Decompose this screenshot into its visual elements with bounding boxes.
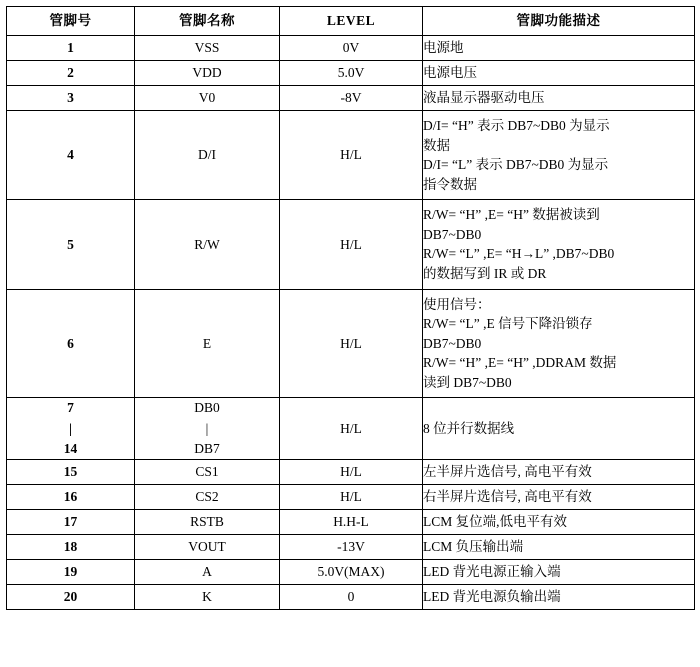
description-line: 左半屏片选信号, 高电平有效 xyxy=(423,464,592,480)
table-header xyxy=(7,7,695,36)
pin-name: E xyxy=(135,289,280,398)
pin-number: 15 xyxy=(7,460,135,485)
table-row xyxy=(7,560,695,585)
pin-number: 5 xyxy=(7,200,135,289)
pin-description xyxy=(423,200,695,289)
column-header-pin-number: 管脚号 xyxy=(7,7,135,36)
pin-name: CS1 xyxy=(135,460,280,485)
pin-description xyxy=(423,86,695,111)
pin-number: 18 xyxy=(7,535,135,560)
pin-level: H.H-L xyxy=(280,510,423,535)
description-line: 电源电压 xyxy=(423,65,477,81)
pin-level: H/L xyxy=(280,289,423,398)
table-row xyxy=(7,36,695,61)
pin-level: H/L xyxy=(280,111,423,200)
description-line: R/W= “H” ,E= “H” 数据被读到 xyxy=(423,207,600,223)
pin-number-separator: | xyxy=(69,420,72,436)
description-line: 的数据写到 IR 或 DR xyxy=(423,265,547,281)
pin-number: 19 xyxy=(7,560,135,585)
table-header-row xyxy=(7,7,695,36)
description-line: LED 背光电源正输入端 xyxy=(423,564,561,580)
pin-name: VDD xyxy=(135,61,280,86)
description-line: D/I= “L” 表示 DB7~DB0 为显示 xyxy=(423,157,609,173)
pin-number-start: 7 xyxy=(67,400,74,416)
table-row xyxy=(7,460,695,485)
pin-level: 5.0V xyxy=(280,61,423,86)
pin-name: RSTB xyxy=(135,510,280,535)
pin-number: 6 xyxy=(7,289,135,398)
description-line: R/W= “L” ,E 信号下降沿锁存 xyxy=(423,316,593,332)
pin-level: H/L xyxy=(280,398,423,460)
pin-name: R/W xyxy=(135,200,280,289)
pin-level: -8V xyxy=(280,86,423,111)
pin-name-separator: | xyxy=(205,420,209,436)
table-row xyxy=(7,200,695,289)
pin-number: 16 xyxy=(7,485,135,510)
pin-name: VOUT xyxy=(135,535,280,560)
table-row xyxy=(7,535,695,560)
pin-number: 17 xyxy=(7,510,135,535)
pin-level: 0 xyxy=(280,585,423,610)
description-line: DB7~DB0 xyxy=(423,226,482,242)
pin-name: CS2 xyxy=(135,485,280,510)
table-row xyxy=(7,510,695,535)
column-header-level: LEVEL xyxy=(280,7,423,36)
pin-name-start: DB0 xyxy=(194,400,220,416)
table-row xyxy=(7,86,695,111)
description-line: 使用信号： xyxy=(423,296,491,312)
table-row xyxy=(7,398,695,460)
description-line: D/I= “H” 表示 DB7~DB0 为显示 xyxy=(423,118,610,133)
pin-level: H/L xyxy=(280,460,423,485)
description-line: 指令数据 xyxy=(423,176,477,192)
description-line: DB7~DB0 xyxy=(423,335,482,351)
pin-number-end: 14 xyxy=(63,440,78,456)
pin-description-table xyxy=(6,6,695,610)
pin-number: 4 xyxy=(7,111,135,200)
description-line: 电源地 xyxy=(423,40,464,56)
pin-name: V0 xyxy=(135,86,280,111)
pin-number: 3 xyxy=(7,86,135,111)
description-line: LCM 负压输出端 xyxy=(423,539,524,555)
pin-number: 1 xyxy=(7,36,135,61)
pin-description xyxy=(423,398,695,460)
pin-number: 20 xyxy=(7,585,135,610)
pin-level: H/L xyxy=(280,485,423,510)
description-line: 8 位并行数据线 xyxy=(423,420,515,436)
description-line: LED 背光电源负输出端 xyxy=(423,589,561,605)
pin-description xyxy=(423,535,695,560)
description-line: R/W= “L” ,E= “H→L” ,DB7~DB0 xyxy=(423,246,615,262)
description-line: 数据 xyxy=(423,137,450,153)
pin-description xyxy=(423,485,695,510)
description-line: R/W= “H” ,E= “H” ,DDRAM 数据 xyxy=(423,355,617,371)
pin-name: K xyxy=(135,585,280,610)
pin-description xyxy=(423,36,695,61)
pin-level: 5.0V(MAX) xyxy=(280,560,423,585)
table-row xyxy=(7,111,695,200)
table-row xyxy=(7,61,695,86)
pin-name-end: DB7 xyxy=(194,440,220,456)
pin-number: 2 xyxy=(7,61,135,86)
pin-name: D/I xyxy=(135,111,280,200)
pin-level: 0V xyxy=(280,36,423,61)
column-header-function: 管脚功能描述 xyxy=(423,7,695,36)
pin-description xyxy=(423,585,695,610)
pin-level: -13V xyxy=(280,535,423,560)
description-line: 右半屏片选信号, 高电平有效 xyxy=(423,489,592,505)
pin-name: VSS xyxy=(135,36,280,61)
column-header-pin-name: 管脚名称 xyxy=(135,7,280,36)
description-line: 液晶显示器驱动电压 xyxy=(423,90,545,106)
description-line: 读到 DB7~DB0 xyxy=(423,374,512,390)
pin-name-range xyxy=(135,398,280,460)
pin-description xyxy=(423,289,695,398)
pin-description xyxy=(423,560,695,585)
table-row xyxy=(7,585,695,610)
pin-description xyxy=(423,111,695,200)
pin-number-range xyxy=(7,398,135,460)
table-row xyxy=(7,289,695,398)
description-line: LCM 复位端,低电平有效 xyxy=(423,514,568,530)
pin-description xyxy=(423,510,695,535)
pin-name: A xyxy=(135,560,280,585)
pin-level: H/L xyxy=(280,200,423,289)
pin-description xyxy=(423,61,695,86)
table-body xyxy=(7,36,695,610)
table-row xyxy=(7,485,695,510)
pin-description xyxy=(423,460,695,485)
